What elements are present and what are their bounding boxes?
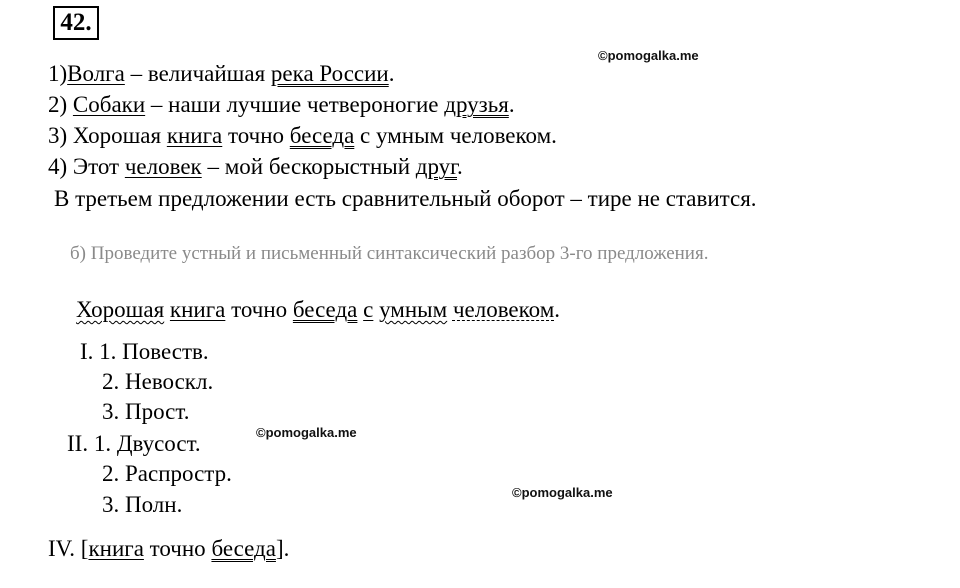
predicate: беседа [211,536,276,561]
predicate: река России [270,61,389,86]
analysis-item: I. 1. Повеств. [80,339,209,364]
analysis-item: 2. Распростр. [102,461,232,486]
sentence-text: 3) Хорошая [48,123,167,148]
exercise-number: 42. [53,6,99,40]
analysis-item: 3. Полн. [102,492,183,517]
analysis-item: II. 1. Двусост. [67,431,201,456]
sentence-end: . [388,61,395,86]
watermark: ©pomogalka.me [512,485,613,500]
sentence-3 [48,122,557,150]
adverb-word: точно [231,297,288,322]
subject: Волга [67,61,125,86]
subject-word: книга [169,297,226,322]
subject: Собаки [72,92,146,117]
attribute-word: умным [379,297,448,322]
preposition-word: с [363,297,374,322]
sentence-number: 1) [48,61,68,86]
sentence-text: точно [222,123,290,148]
rule-note: В третьем предложении есть сравнительный оборот – тире не ставится. [54,186,757,211]
sentence-2 [48,91,515,119]
task-b: б) Проведите устный и письменный синтаксический разбор 3-го предложения. [70,243,709,264]
sentence-1 [48,60,394,88]
analysis-item: 2. Невоскл. [102,369,214,394]
sentence-number: 2) [48,92,73,117]
sentence-end: с умным человеком. [354,123,557,148]
sentence-end: . [457,154,463,179]
predicate: друг [415,154,458,179]
sentence-end: . [554,297,560,322]
subject: человек [124,154,202,179]
subject: книга [166,123,223,148]
sentence-text: 4) Этот [48,154,125,179]
attribute-word: Хорошая [76,297,165,322]
subject: книга [88,536,144,561]
sentence-text: – мой бескорыстный [201,154,416,179]
sentence-end: . [508,92,515,117]
sentence-text: – величайшая [124,61,271,86]
analysis-item: 3. Прост. [102,399,190,424]
predicate-word: беседа [292,297,358,322]
watermark: ©pomogalka.me [256,425,357,440]
scheme-bracket: ]. [275,536,290,561]
predicate: друзья [444,92,509,117]
predicate: беседа [289,123,355,148]
object-word: человеком [452,297,555,322]
sentence-scheme [48,535,289,563]
scheme-text: точно [143,536,212,561]
scheme-bracket: IV. [ [48,536,89,561]
sentence-text: – наши лучшие четвероногие [145,92,445,117]
analysis-sentence [76,296,560,324]
watermark: ©pomogalka.me [598,48,699,63]
sentence-4 [48,153,463,181]
